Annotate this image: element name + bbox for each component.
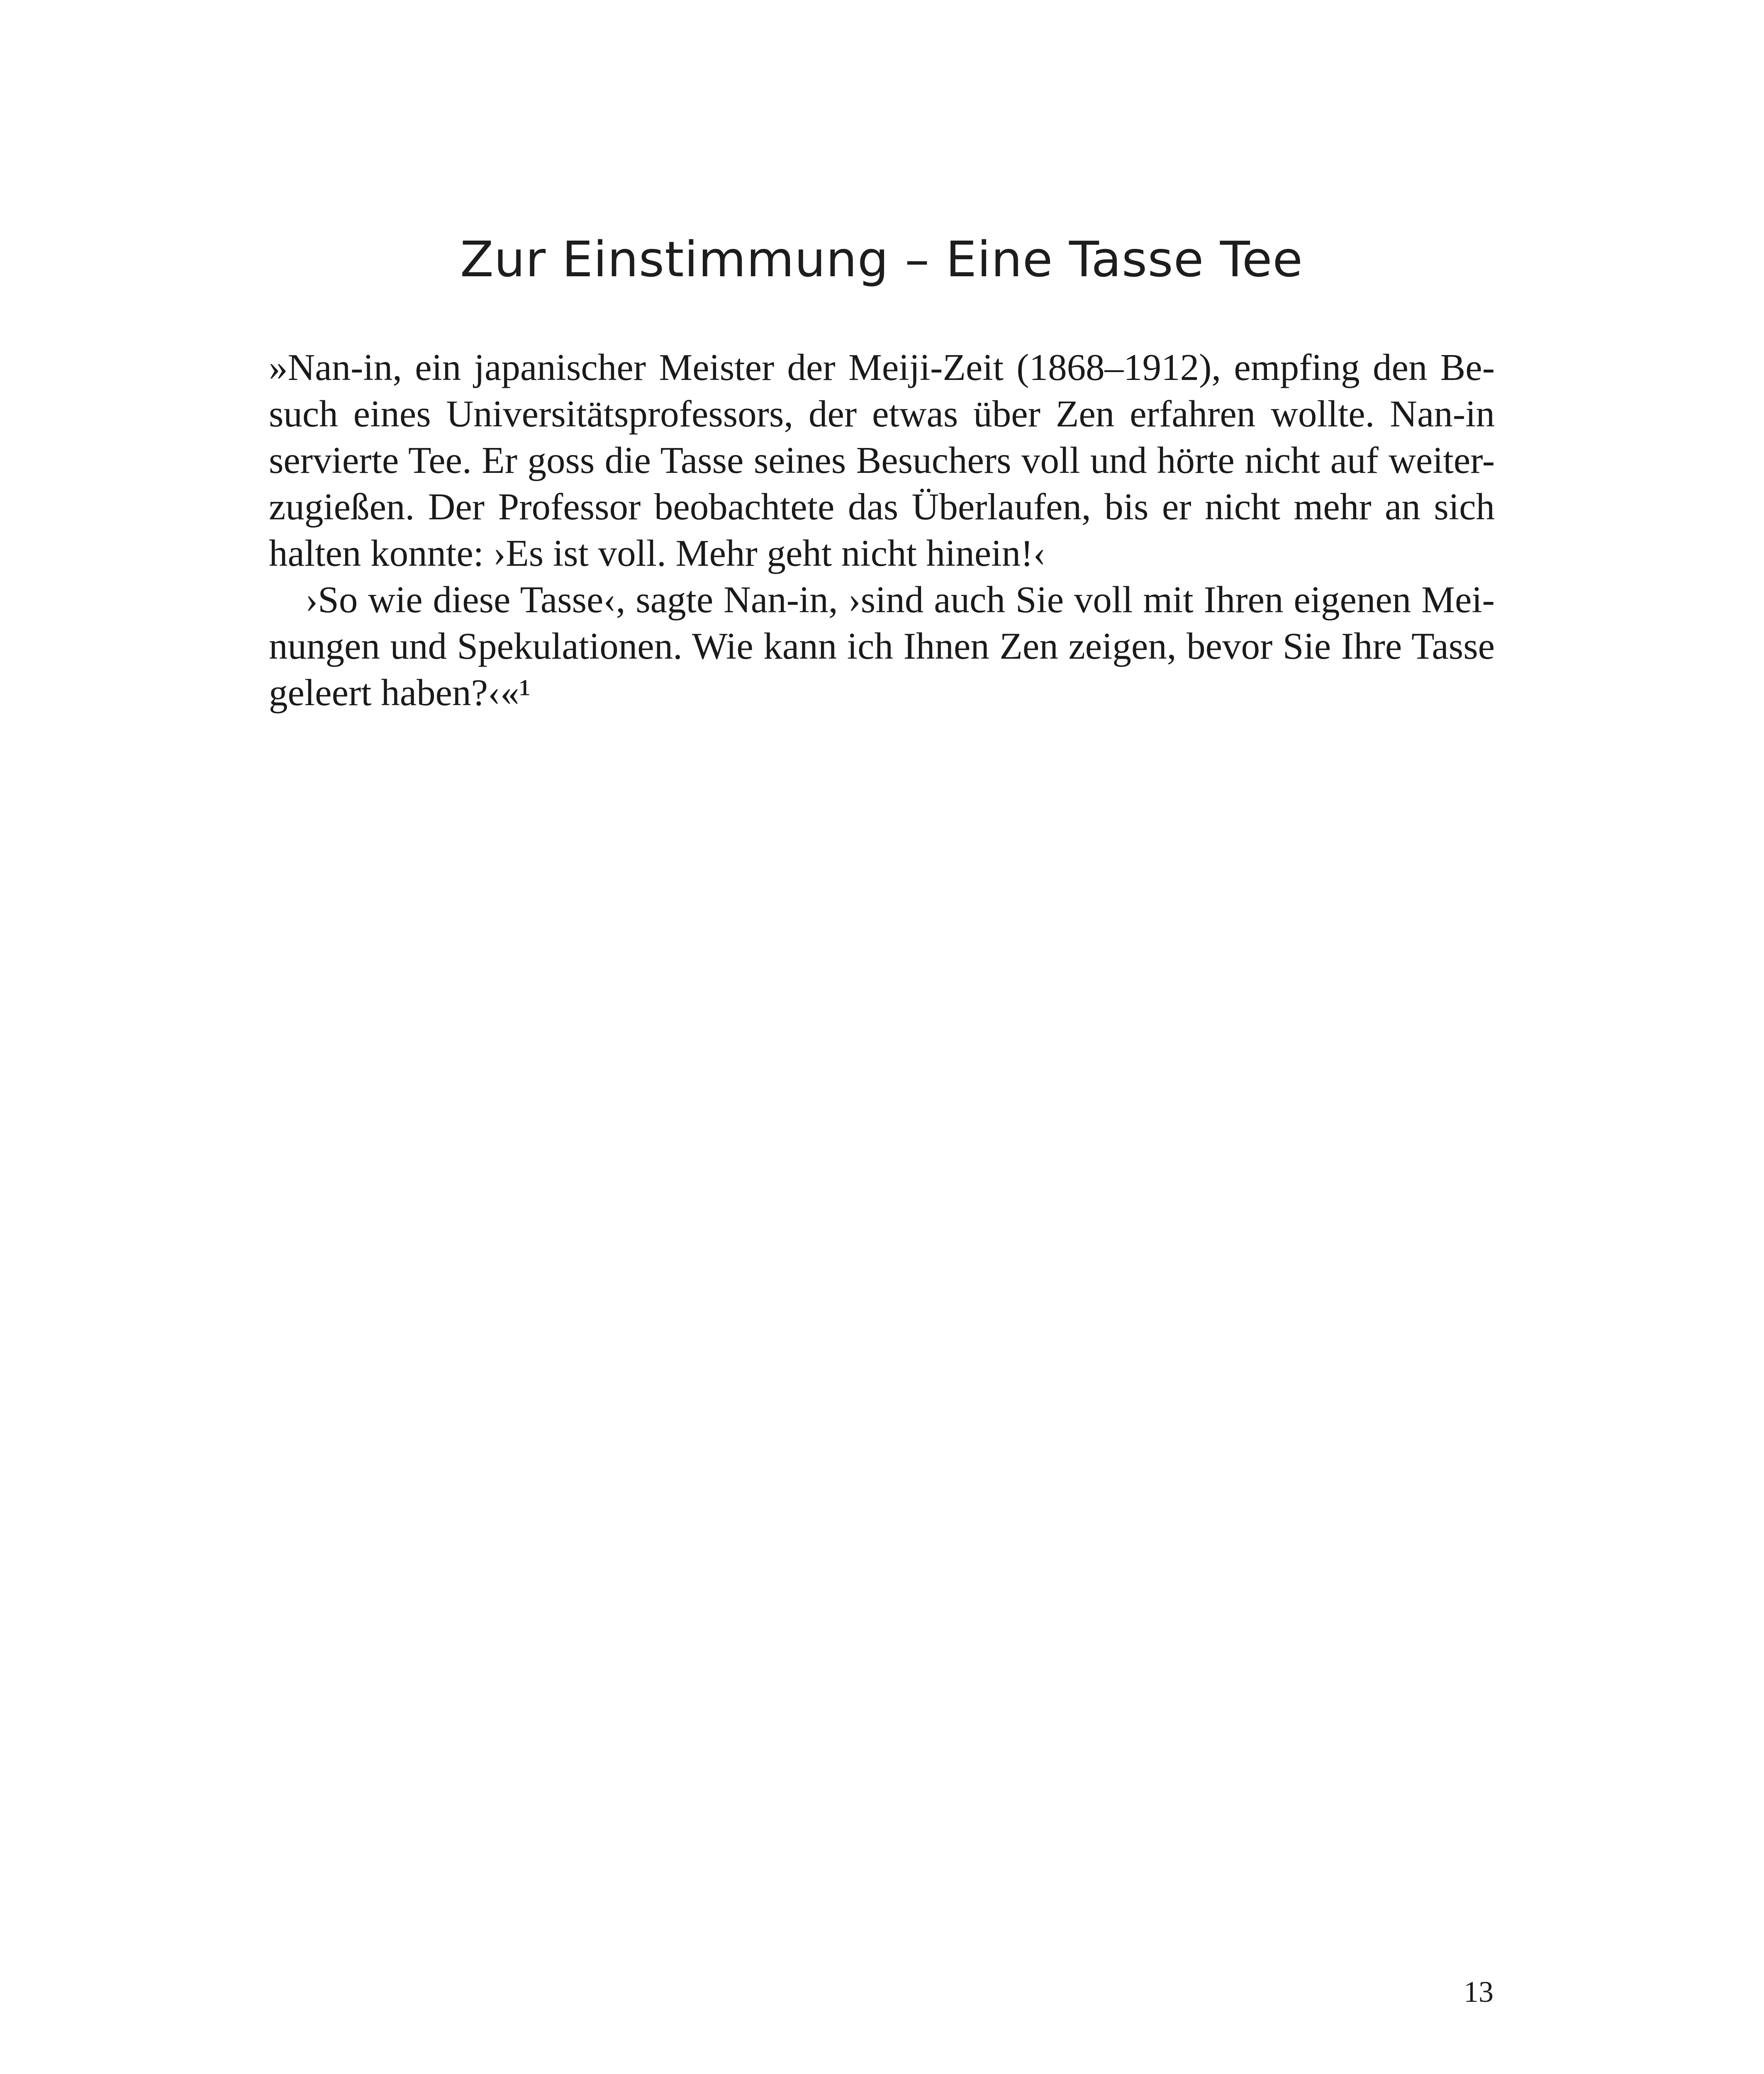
text-line: zugießen. Der Professor beobachtete das Überlaufen, bis er nicht mehr an sich: [269, 486, 1495, 528]
paragraph-1: [269, 344, 1495, 577]
text-line: nungen und Spekulationen. Wie kann ich Ihnen Zen zeigen, bevor Sie Ihre Tasse: [269, 625, 1495, 667]
text-line: ›So wie diese Tasse‹, sagte Nan-in, ›sind auch Sie voll mit Ihren eigenen Mei-: [305, 579, 1495, 621]
chapter-title: Zur Einstimmung – Eine Tasse Tee: [460, 231, 1304, 288]
text-line: »Nan-in, ein japanischer Meister der Meiji-Zeit (1868–1912), empfing den Be-: [269, 346, 1495, 388]
page-number: 13: [1464, 1975, 1494, 2008]
text-line: geleert haben?‹«¹: [269, 672, 531, 713]
paragraph-2: [269, 577, 1495, 716]
text-line: servierte Tee. Er goss die Tasse seines Besuchers voll und hörte nicht auf weiter-: [269, 439, 1495, 481]
text-line: such eines Universitätsprofessors, der etwas über Zen erfahren wollte. Nan-in: [269, 393, 1495, 435]
body-text: [269, 344, 1495, 716]
text-line: halten konnte: ›Es ist voll. Mehr geht nicht hinein!‹: [269, 532, 1046, 574]
